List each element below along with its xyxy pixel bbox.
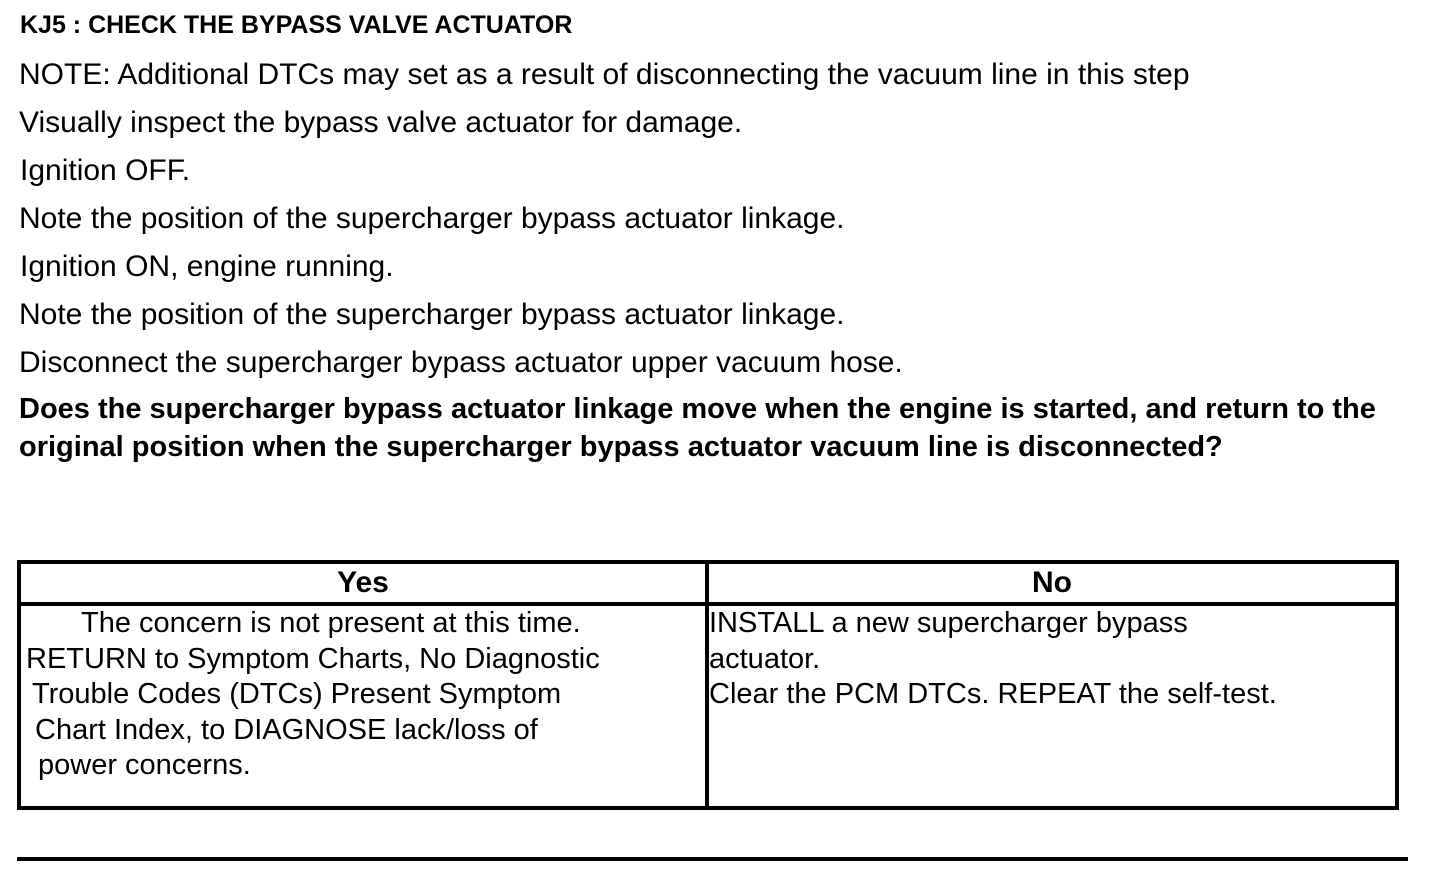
step-ignition-on: Ignition ON, engine running. <box>20 250 394 283</box>
no-action-cell <box>707 604 1397 808</box>
step-note-position-1: Note the position of the supercharger bypass actuator linkage. <box>19 202 845 235</box>
header-yes: Yes <box>19 562 707 604</box>
step-disconnect-hose: Disconnect the supercharger bypass actuator upper vacuum hose. <box>19 346 903 379</box>
table-header-row <box>19 562 1397 604</box>
yes-line: Trouble Codes (DTCs) Present Symptom <box>32 678 562 710</box>
note-line: NOTE: Additional DTCs may set as a result of disconnecting the vacuum line in this step <box>19 58 1190 91</box>
table-row <box>19 604 1397 808</box>
section-divider <box>17 857 1408 861</box>
step-ignition-off: Ignition OFF. <box>20 154 191 187</box>
no-line: Clear the PCM DTCs. REPEAT the self-test. <box>709 678 1277 710</box>
result-table <box>17 560 1399 810</box>
test-question: Does the supercharger bypass actuator linkage move when the engine is started, and return to the original position when the supercharger bypass actuator vacuum line is disconnected? <box>19 393 1376 463</box>
step-note-position-2: Note the position of the supercharger bypass actuator linkage. <box>19 298 845 331</box>
step-inspect: Visually inspect the bypass valve actuator for damage. <box>19 106 743 139</box>
yes-line: power concerns. <box>38 749 251 781</box>
no-line: INSTALL a new supercharger bypass <box>709 607 1188 639</box>
yes-line: Chart Index, to DIAGNOSE lack/loss of <box>35 713 538 746</box>
step-heading: KJ5 : CHECK THE BYPASS VALVE ACTUATOR <box>20 11 573 39</box>
header-no: No <box>707 562 1397 604</box>
yes-action-cell <box>19 604 707 808</box>
yes-line: The concern is not present at this time. <box>81 607 581 639</box>
yes-line: RETURN to Symptom Charts, No Diagnostic <box>26 642 600 675</box>
no-line: actuator. <box>709 642 821 675</box>
